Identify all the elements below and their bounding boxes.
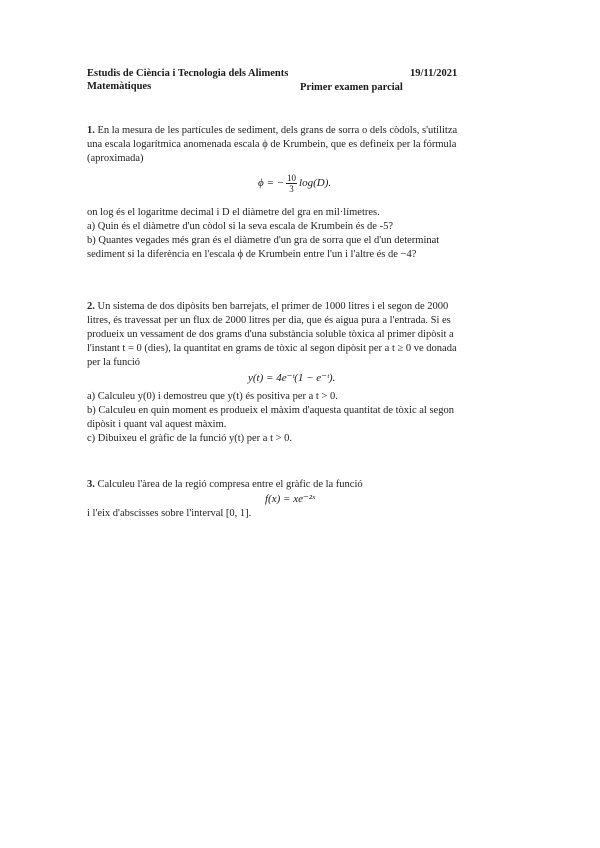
q1-line3: (aproximada): [87, 153, 144, 164]
q1-part-a: a) Quin és el diàmetre d'un còdol si la seva escala de Krumbein és de -5?: [87, 221, 393, 232]
q1-line2: una escala logarítmica anomenada escala ϕ de Krumbein, que es defineix per la fórmula: [87, 139, 457, 150]
q1-line1: 1. En la mesura de les partícules de sediment, dels grans de sorra o dels còdols, s'utilitza: [87, 125, 458, 136]
q3-line2: i l'eix d'abscisses sobre l'interval [0, 1].: [87, 508, 252, 519]
q2-part-c: c) Dibuixeu el gràfic de la funció y(t) per a t > 0.: [87, 433, 293, 444]
q3-number: 3.: [87, 479, 95, 490]
q3-formula: f(x) = xe⁻²ˣ: [265, 493, 316, 505]
q2-formula: y(t) = 4e⁻ᵗ(1 − e⁻ᵗ).: [248, 372, 336, 384]
q2-line3: produeix un vessament de dos grams d'una substància soluble tòxica al primer dipòsit a: [87, 329, 454, 340]
exam-date: 19/11/2021: [410, 68, 458, 79]
q1-part-b-line1: b) Quantes vegades més gran és el diàmetre d'un gra de sorra que el d'un determinat: [87, 235, 440, 246]
q1-number: 1.: [87, 125, 95, 136]
q2-part-b-line2: dipòsit i quant val aquest màxim.: [87, 419, 227, 430]
q2-number: 2.: [87, 301, 95, 312]
q1-formula: ϕ = − $\frac{10}{3}$ log(D).: [258, 173, 332, 194]
q2-line1: 2. Un sistema de dos dipòsits ben barrejats, el primer de 1000 litres i el segon de 2000: [87, 301, 449, 312]
q2-line5: per la funció: [87, 357, 141, 368]
institution-name: Estudis de Ciència i Tecnologia dels Aliments: [87, 68, 289, 79]
q1-line4: on log és el logaritme decimal i D el diàmetre del gra en mil·límetres.: [87, 207, 380, 218]
q1-formula-fraction: $\frac{10}{3}$: [287, 173, 297, 194]
q2-part-a: a) Calculeu y(0) i demostreu que y(t) és positiva per a t > 0.: [87, 391, 338, 402]
subject-name: Matemàtiques: [87, 81, 152, 92]
q1-part-b-line2: sediment si la diferència en l'escala ϕ de Krumbein entre l'un i l'altre és de −4?: [87, 249, 417, 260]
q2-line2: litres, és travessat per un flux de 2000 litres per dia, que és aigua pura a l'entrada. Si es: [87, 315, 451, 326]
exam-title: Primer examen parcial: [300, 82, 403, 93]
q2-line4: l'instant t = 0 (dies), la quantitat en grams de tòxic al segon dipòsit per a t ≥ 0 ve donada: [87, 343, 457, 354]
q2-part-b-line1: b) Calculeu en quin moment es produeix el màxim d'aquesta quantitat de tòxic al segon: [87, 405, 454, 416]
q3-line1: 3. Calculeu l'àrea de la regió compresa entre el gràfic de la funció: [87, 479, 363, 490]
